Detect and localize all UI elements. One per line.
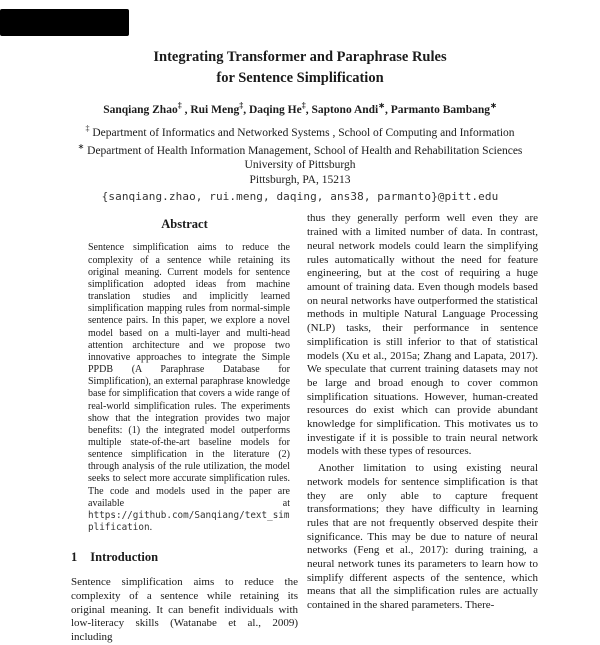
- author-name: Rui Meng: [190, 103, 240, 116]
- affiliation-text: Department of Informatics and Networked Systems , School of Computing and Information: [89, 126, 515, 139]
- abstract-text-suffix: .: [149, 522, 153, 534]
- author-name: Sanqiang Zhao: [103, 103, 178, 116]
- section-title: Introduction: [90, 550, 159, 565]
- body-paragraph-2: Another limitation to using existing neural network models for sentence simplification is that they are only able to capture frequent transformations; they have difficulty in learning rules that are not frequently observed despite their significance. This may be due to nature of neural networks (Feng et al., 2017): during training, a neural network tunes its parameters to learn how to simplify different aspects of the sentence, which means that all the simplification rules are actually contained in the shared parameters. There-: [307, 462, 538, 612]
- author-line: [0, 98, 600, 118]
- location-line: Pittsburgh, PA, 15213: [249, 173, 351, 186]
- body-paragraph-1: thus they generally perform well even they are trained with a limited number of data. In contrast, neural network models could learn the simplifying rules automatically without the need for feature engineering, but at the cost of requiring a huge amount of training data. Even though models based on neural networks have outperformed the statistical methods in multiple Natural Language Processing (NLP) tasks, their performance in sentence simplification is still inferior to that of statistical models (Xu et al., 2015a; Zhang and Lapata, 2017). We speculate that current training datasets may not be large and broad enough to cover common simplification situations. However, human-created resources do exist which can provide abundant knowledge for simplification. This motivates us to investigate if it is possible to train neural network models with these types of resources.: [307, 212, 538, 458]
- left-column: [71, 212, 298, 644]
- author-affiliation-mark: ‡: [177, 101, 182, 110]
- affiliation-mark: ∗: [77, 142, 85, 152]
- author-separator: ,: [181, 103, 191, 116]
- arxiv-stamp-redaction-box: [0, 9, 129, 36]
- author-separator: ,: [305, 103, 312, 116]
- right-column: [307, 212, 538, 644]
- author-affiliation-mark: ‡: [301, 101, 306, 110]
- author-separator: ,: [243, 103, 249, 116]
- affiliation-mark: ‡: [85, 123, 90, 133]
- email-line: {sanqiang.zhao, rui.meng, daqing, ans38, parmanto}@pitt.edu: [101, 190, 499, 204]
- abstract-paragraph: [88, 242, 290, 534]
- author-name: Parmanto Bambang: [390, 103, 491, 116]
- affiliation-block: [0, 122, 600, 188]
- university-line: University of Pittsburgh: [244, 159, 356, 172]
- author-name: Daqing He: [248, 103, 302, 116]
- author-affiliation-mark: ∗: [378, 101, 385, 110]
- author-affiliation-mark: ‡: [239, 101, 244, 110]
- intro-paragraph: Sentence simplification aims to reduce the complexity of a sentence while retaining its original meaning. It can benefit individuals with low-literacy skills (Watanabe et al., 2009) including: [71, 576, 298, 644]
- section-number: 1: [71, 550, 78, 565]
- abstract-text: Sentence simplification aims to reduce the complexity of a sentence while retaining its original meaning. Current models for sentence simplification adopted ideas from machine translation studies and implicitly learned simplification mapping rules from normal-simple sentence pairs. In this paper, we explore a novel model based on a multi-layer and multi-head attention architecture and we propose two innovative approaches to integrate the Simple PPDB (A Paraphrase Database for Simplification), an external paraphrase knowledge base for simplification that covers a wide range of real-world simplification rules. The experiments show that the integration provides two major benefits: (1) the integrated model outperforms multiple state-of-the-art baseline models for sentence simplification in the literature (2) through analysis of the rule utilization, the model seeks to select more accurate simplification rules. The code and models used in the paper are available at: [88, 242, 290, 509]
- affiliation-line: [0, 122, 600, 140]
- affiliation-line: [0, 140, 600, 158]
- author-separator: ,: [384, 103, 391, 116]
- affiliation-text: Department of Health Information Management, School of Health and Rehabilitation Sciences: [84, 144, 523, 157]
- abstract-heading: Abstract: [161, 217, 208, 232]
- section-heading-introduction: [71, 550, 298, 565]
- paper-title-line-2: for Sentence Simplification: [216, 70, 384, 86]
- paper-title: [0, 47, 600, 89]
- paper-title-line-1: Integrating Transformer and Paraphrase Rules: [153, 49, 447, 65]
- code-repository-link[interactable]: https://github.com/Sanqiang/text_simplification: [88, 509, 290, 534]
- two-column-body: [0, 212, 600, 644]
- author-affiliation-mark: ∗: [490, 101, 497, 110]
- author-name: Saptono Andi: [311, 103, 379, 116]
